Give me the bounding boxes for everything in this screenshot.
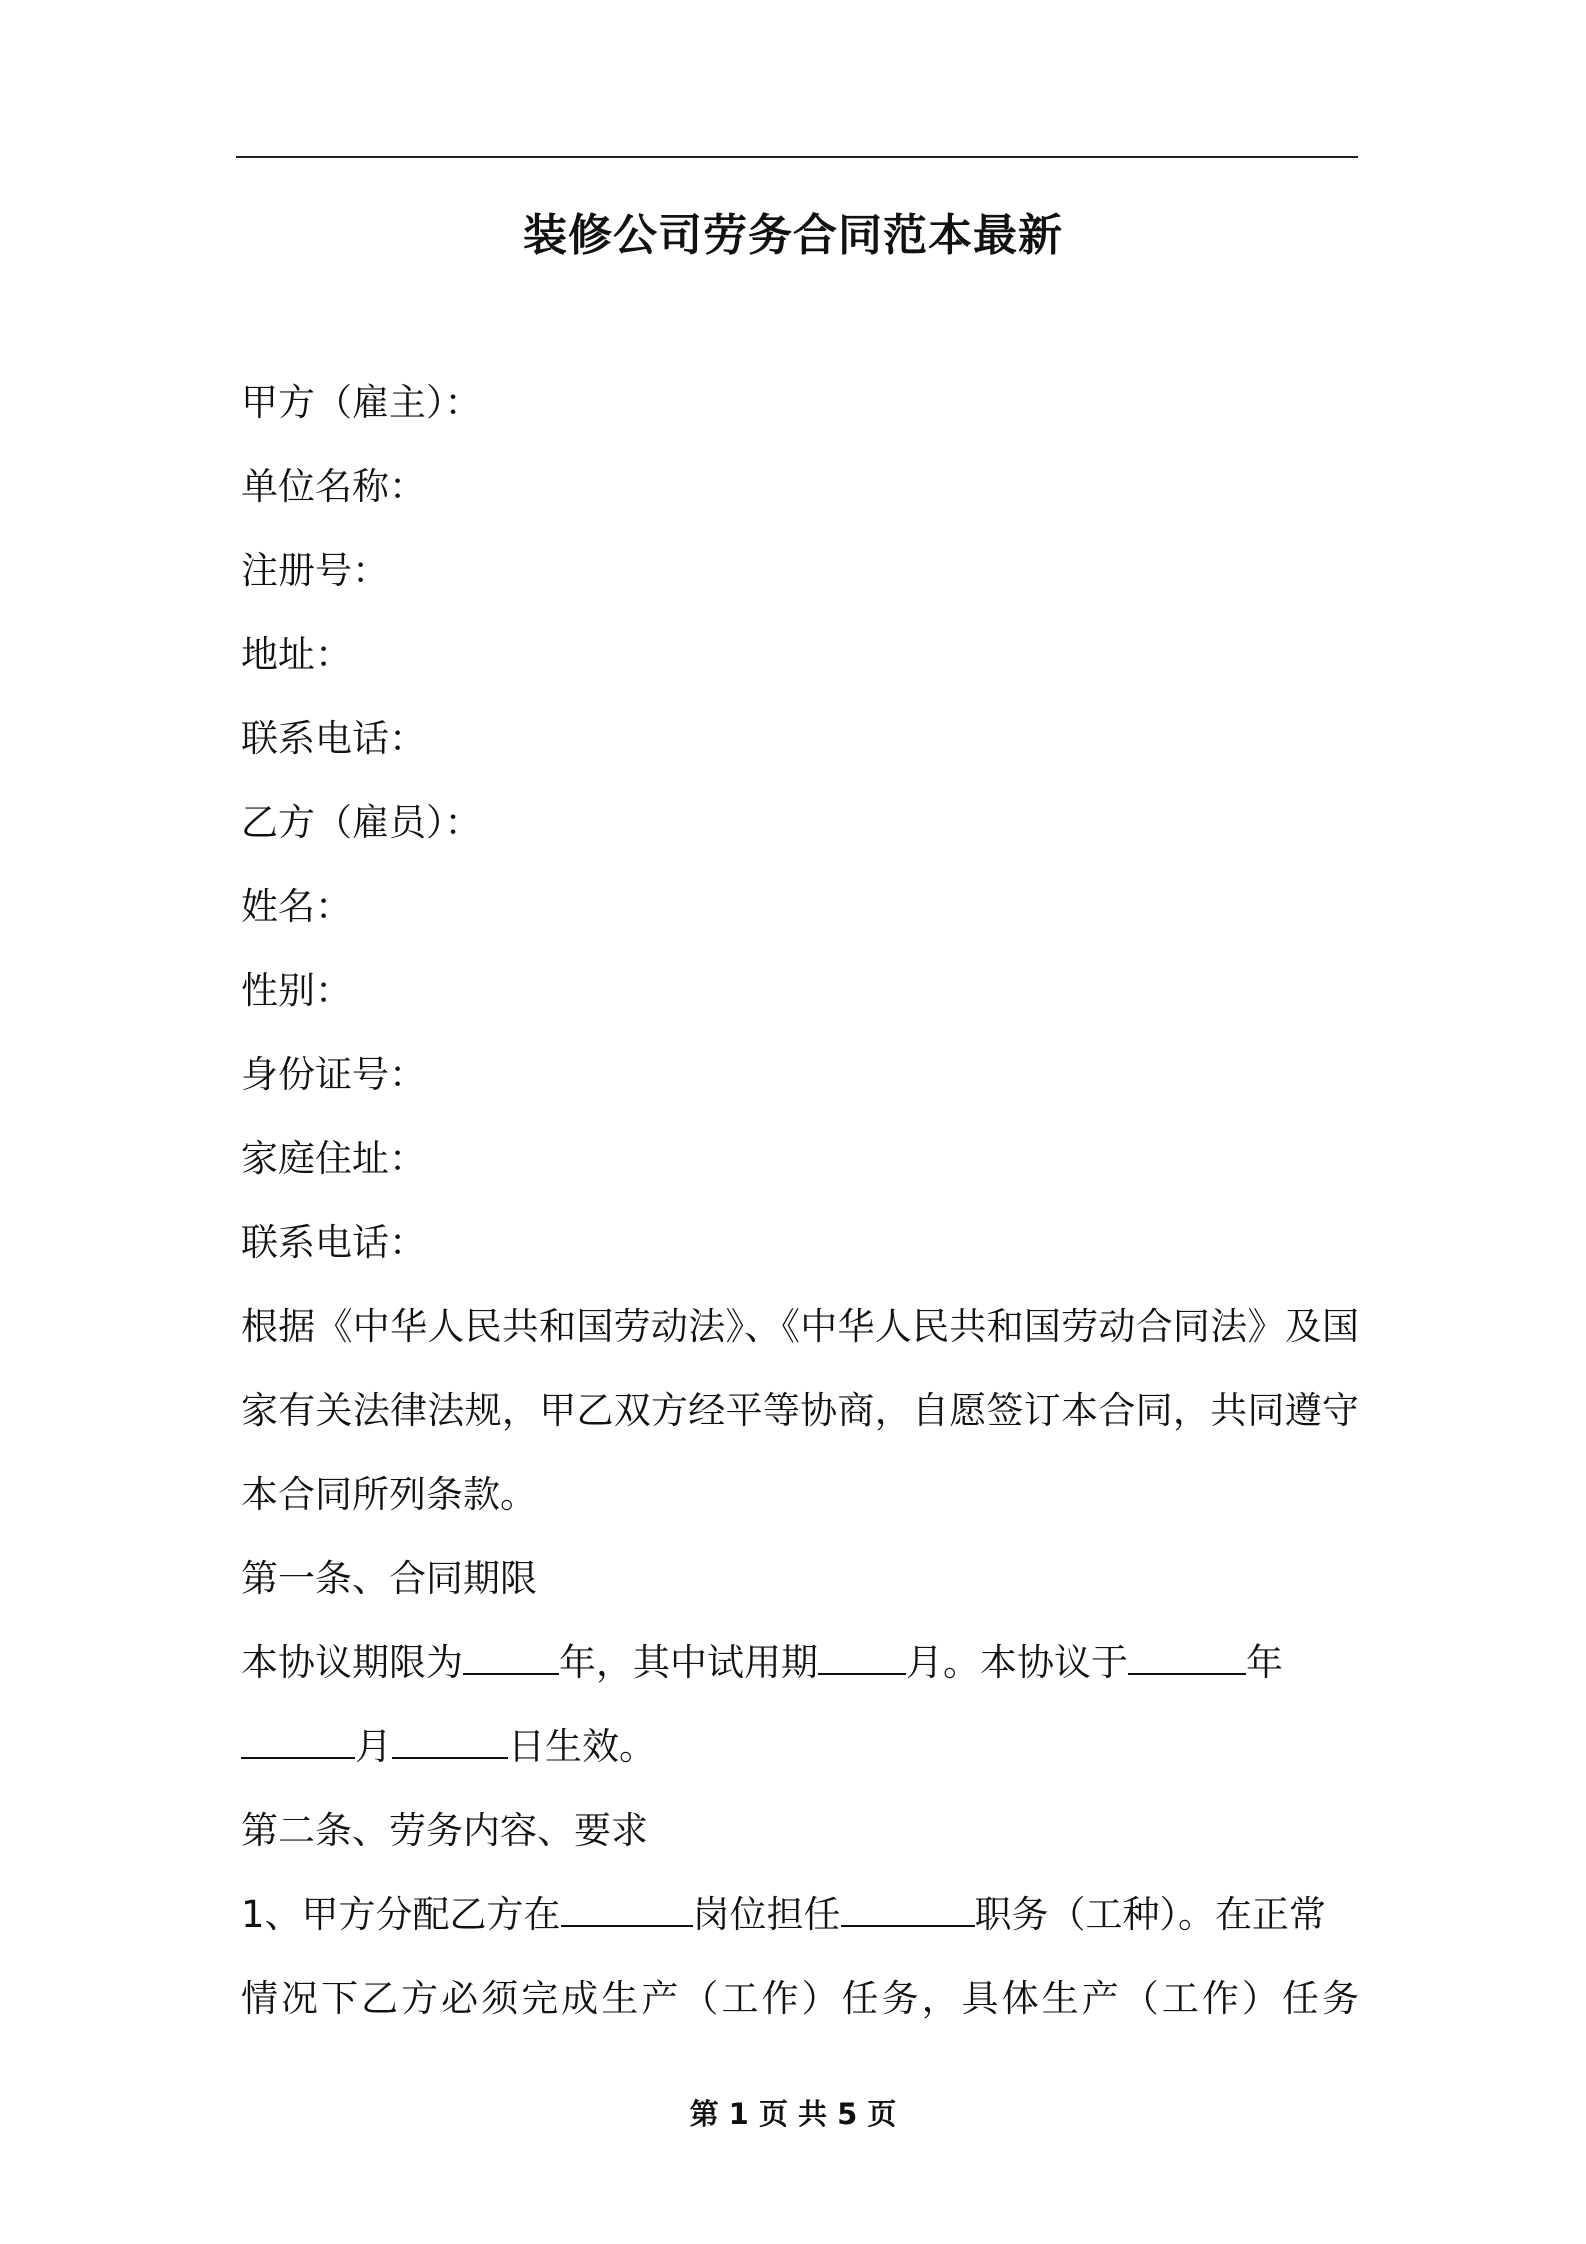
duty-text-3: 职务（工种）。在正常 bbox=[974, 1893, 1327, 1936]
page-footer: 第 1 页 共 5 页 bbox=[689, 2097, 897, 2131]
post-blank bbox=[561, 1895, 693, 1927]
party-a-registration-no: 注册号： bbox=[241, 549, 389, 592]
preamble-line-3: 本合同所列条款。 bbox=[241, 1473, 537, 1516]
party-b-gender: 性别： bbox=[241, 969, 352, 1012]
article-2-heading: 第二条、劳务内容、要求 bbox=[241, 1809, 648, 1852]
effective-month-blank bbox=[241, 1727, 355, 1759]
party-b-home-address: 家庭住址： bbox=[241, 1137, 426, 1180]
effective-year-blank bbox=[1128, 1643, 1246, 1675]
term-text-1: 本协议期限为 bbox=[241, 1641, 463, 1684]
party-b-id-no: 身份证号： bbox=[241, 1053, 426, 1096]
party-a-heading: 甲方（雇主）： bbox=[241, 381, 482, 424]
term-text-4: 年 bbox=[1246, 1641, 1283, 1684]
party-b-name: 姓名： bbox=[241, 885, 352, 928]
article-2-line-1 bbox=[241, 1873, 1359, 1957]
term-text-5: 月 bbox=[355, 1725, 392, 1768]
duty-text-2: 岗位担任 bbox=[692, 1893, 841, 1936]
term-years-blank bbox=[463, 1643, 559, 1675]
header-rule bbox=[236, 156, 1358, 158]
document-title: 装修公司劳务合同范本最新 bbox=[523, 210, 1063, 261]
party-b-heading: 乙方（雇员）： bbox=[241, 801, 482, 844]
party-a-unit-name: 单位名称： bbox=[241, 465, 426, 508]
article-1-heading: 第一条、合同期限 bbox=[241, 1557, 537, 1600]
article-2-line-2: 情况下乙方必须完成生产（工作）任务，具体生产（工作）任务 bbox=[241, 1977, 1359, 2020]
article-1-term-line-1 bbox=[241, 1621, 1359, 1705]
term-text-6: 日生效。 bbox=[508, 1725, 656, 1768]
probation-months-blank bbox=[818, 1643, 906, 1675]
duty-text-1: 1、甲方分配乙方在 bbox=[241, 1893, 561, 1936]
effective-day-blank bbox=[392, 1727, 508, 1759]
preamble-line-2: 家有关法律法规，甲乙双方经平等协商，自愿签订本合同，共同遵守 bbox=[241, 1389, 1359, 1432]
term-text-3: 月。本协议于 bbox=[906, 1641, 1128, 1684]
party-b-phone: 联系电话： bbox=[241, 1221, 426, 1264]
position-blank bbox=[841, 1895, 975, 1927]
article-1-term-line-2 bbox=[241, 1705, 1359, 1789]
term-text-2: 年，其中试用期 bbox=[559, 1641, 818, 1684]
preamble-line-1: 根据《中华人民共和国劳动法》、《中华人民共和国劳动合同法》及国 bbox=[241, 1305, 1359, 1348]
party-a-phone: 联系电话： bbox=[241, 717, 426, 760]
party-a-address: 地址： bbox=[241, 633, 352, 676]
